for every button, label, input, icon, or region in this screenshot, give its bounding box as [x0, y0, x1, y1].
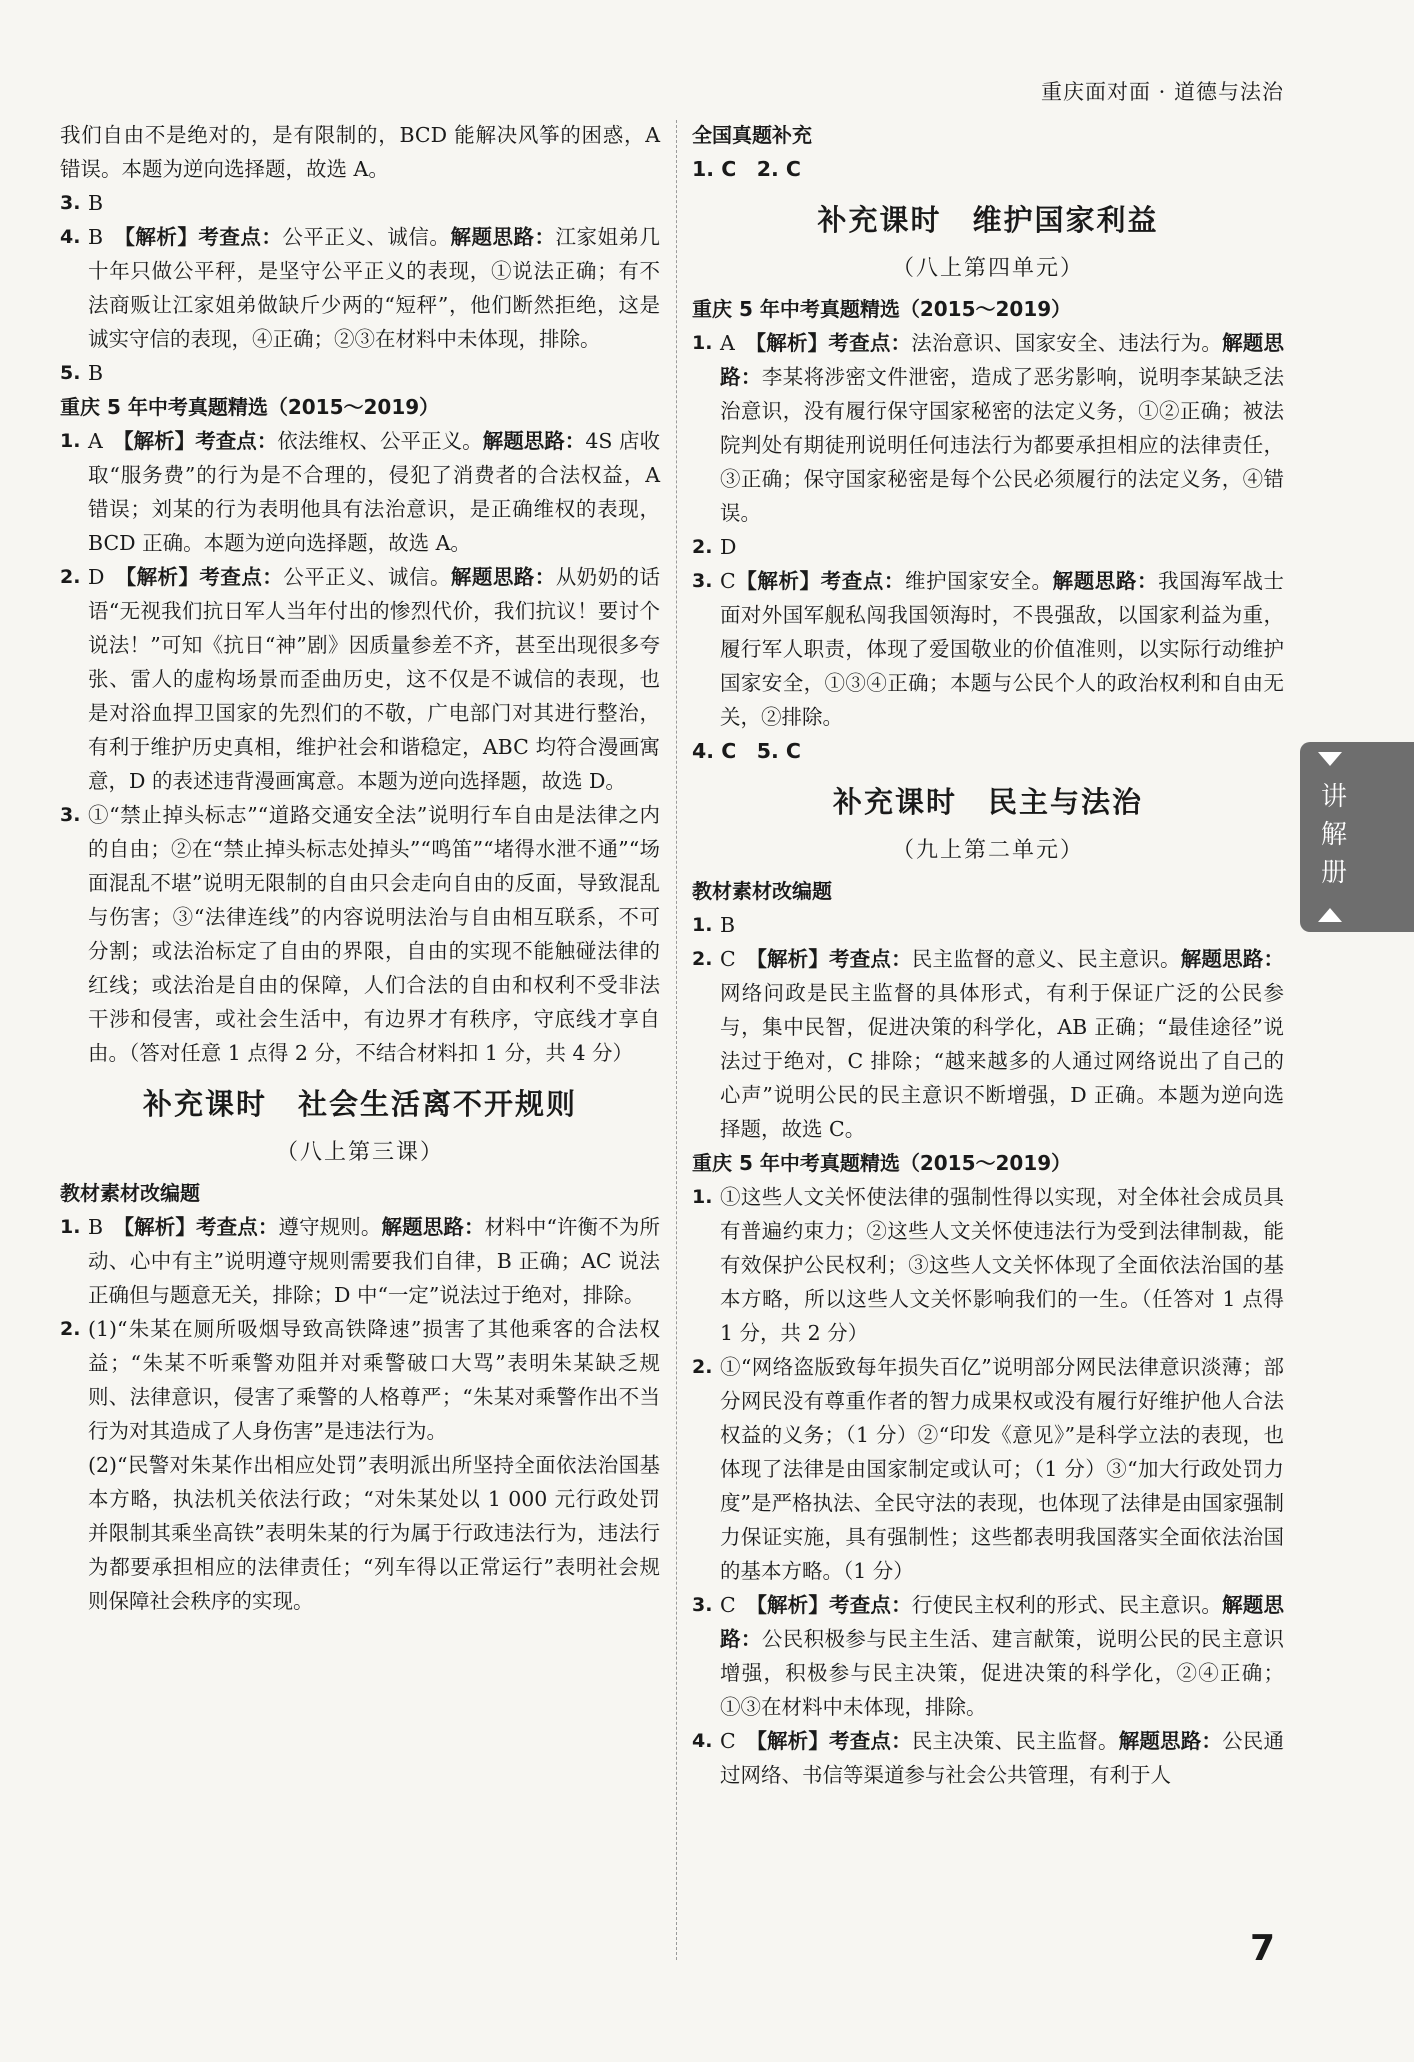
answer-item [692, 530, 1284, 564]
analysis-tag: 解题思路： [720, 331, 1285, 389]
answer-text: 民主监督的意义、民主意识。 [911, 947, 1181, 971]
answer-line: 1. C 2. C [692, 157, 801, 181]
answer-text: B [88, 225, 125, 249]
answer-item [60, 1312, 660, 1448]
side-tab-label: 讲解册 [1320, 782, 1347, 888]
answer-line: 4. C 5. C [692, 739, 801, 763]
answer-list-b [692, 908, 1284, 1146]
answer-text: B [88, 361, 104, 385]
analysis-tag: 【解析】考查点： [123, 1215, 279, 1239]
answer-text: (1)“朱某在厕所吸烟导致高铁降速”损害了其他乘客的合法权益；“朱某不听乘警劝阻并对乘警破口大骂”表明朱某缺乏规则、法律意识，侵害了乘警的人格尊严；“朱某对乘警作出不当行为对其造成了人身伤害”是违法行为。 [88, 1317, 660, 1443]
item-number: 3. [60, 192, 81, 214]
item-number: 1. [692, 914, 713, 936]
unit-label: （八上第四单元） [891, 256, 1084, 281]
answer-item [692, 564, 1284, 734]
item-number: 2. [60, 566, 81, 588]
triangle-up-icon [1318, 908, 1342, 922]
chapter-title-rules: 补充课时 社会生活离不开规则 [142, 1087, 577, 1121]
section-title-zhenti: 重庆 5 年中考真题精选（2015～2019） [60, 395, 440, 419]
analysis-tag: 解题思路： [381, 1215, 485, 1239]
answer-text: ①“禁止掉头标志”“道路交通安全法”说明行车自由是法律之内的自由；②在“禁止掉头标志处掉头”“鸣笛”“堵得水泄不通”“场面混乱不堪”说明无限制的自由只会走向自由的反面，导致混乱与伤害；③“法律连线”的内容说明法治与自由相互联系，不可分割；或法治标定了自由的界限，自由的实现不能触碰法律的红线；或法治是自由的保障，人们合法的自由和权利不受非法干涉和侵害，或社会生活中，有边界才有秩序，守底线才享自由。（答对任意 1 点得 2 分，不结合材料扣 1 分，共 4 分） [88, 803, 660, 1065]
analysis-tag: 【解析】考查点： [756, 947, 912, 971]
answer-item [60, 220, 660, 356]
item-number: 2. [692, 536, 713, 558]
answer-item [60, 356, 660, 390]
answer-item [692, 326, 1284, 530]
answer-text: D [88, 565, 126, 589]
answer-subpart: (2)“民警对朱某作出相应处罚”表明派出所坚持全面依法治国基本方略，执法机关依法行政；“对朱某处以 1 000 元行政处罚并限制其乘坐高铁”表明朱某的行为属于行政违法行为，违法行为都要承担相应的法律责任；“列车得以正常运行”表明社会规则保障社会秩序的实现。 [88, 1453, 660, 1613]
answer-text: C [720, 569, 736, 593]
answer-text: C [720, 1729, 757, 1753]
item-number: 1. [60, 430, 81, 452]
answer-item [60, 798, 660, 1070]
answer-text: 网络问政是民主监督的具体形式，有利于保证广泛的公民参与，集中民智，促进决策的科学化，AB 正确；“最佳途径”说法过于绝对，C 排除；“越来越多的人通过网络说出了自己的心声”说明公民的民主意识不断增强，D 正确。本题为逆向选择题，故选 C。 [720, 981, 1284, 1141]
item-number: 2. [692, 1356, 713, 1378]
column-divider [676, 120, 677, 1960]
answer-text: 江家姐弟几十年只做公平秤，是坚守公平正义的表现，①说法正确；有不法商贩让江家姐弟做缺斤少两的“短秤”，他们断然拒绝，这是诚实守信的表现，④正确；②③在材料中未体现，排除。 [88, 225, 661, 351]
analysis-tag: 解题思路： [450, 565, 556, 589]
chapter-title-national-interest: 补充课时 维护国家利益 [817, 203, 1159, 237]
analysis-tag: 解题思路： [1118, 1729, 1223, 1753]
answer-text: 法治意识、国家安全、违法行为。 [911, 331, 1223, 355]
answer-text: B [88, 191, 104, 215]
unit-label: （八上第三课） [275, 1140, 444, 1165]
answer-item [692, 1588, 1284, 1724]
section-title-zhenti: 重庆 5 年中考真题精选（2015～2019） [692, 297, 1072, 321]
answer-list-b [60, 424, 660, 1070]
answer-list-c [60, 1210, 660, 1448]
item-number: 2. [692, 948, 713, 970]
item-number: 5. [60, 362, 81, 384]
analysis-tag: 解题思路： [482, 429, 586, 453]
section-title-jiaocai: 教材素材改编题 [692, 879, 832, 903]
answer-item [692, 942, 1284, 1146]
analysis-tag: 解题思路： [450, 225, 556, 249]
item-number: 1. [692, 332, 713, 354]
item-number: 4. [692, 1730, 713, 1752]
answer-list-c [692, 1180, 1284, 1792]
answer-item [60, 560, 660, 798]
answer-text: 民主决策、民主监督。 [911, 1729, 1119, 1753]
running-header: 重庆面对面 · 道德与法治 [1040, 80, 1284, 104]
analysis-tag: 【解析】考查点： [735, 569, 905, 593]
left-column [60, 118, 660, 1618]
answer-text: 4S 店收取“服务费”的行为是不合理的，侵犯了消费者的合法权益，A 错误；刘某的行为表明他具有法治意识，是正确维权的表现，BCD 正确。本题为逆向选择题，故选 A。 [88, 429, 661, 555]
analysis-tag: 解题思路： [1180, 947, 1284, 971]
item-number: 2. [60, 1318, 81, 1340]
page-number: 7 [1250, 1928, 1276, 1969]
item-number: 4. [60, 226, 81, 248]
answer-text: A [720, 331, 756, 355]
analysis-tag: 解题思路： [720, 1593, 1284, 1651]
answer-text: C [720, 947, 757, 971]
answer-text: 公平正义、诚信。 [282, 225, 451, 249]
answer-item [692, 1724, 1284, 1792]
answer-text: D [720, 535, 737, 559]
analysis-tag: 【解析】考查点： [756, 1729, 912, 1753]
triangle-down-icon [1318, 752, 1342, 766]
analysis-tag: 【解析】考查点： [125, 565, 284, 589]
answer-text: 依法维权、公平正义。 [277, 429, 483, 453]
answer-text: B [88, 1215, 124, 1239]
answer-text: 遵守规则。 [278, 1215, 382, 1239]
right-column [692, 118, 1284, 1792]
answer-text: 行使民主权利的形式、民主意识。 [911, 1593, 1223, 1617]
section-title-zhenti: 重庆 5 年中考真题精选（2015～2019） [692, 1151, 1072, 1175]
answer-text: 材料中“许衡不为所动、心中有主”说明遵守规则需要我们自律，B 正确；AC 说法正确但与题意无关，排除；D 中“一定”说法过于绝对，排除。 [88, 1215, 661, 1307]
analysis-tag: 【解析】考查点： [123, 429, 278, 453]
item-number: 3. [692, 1594, 713, 1616]
chapter-title-democracy: 补充课时 民主与法治 [832, 785, 1143, 819]
answer-item [692, 908, 1284, 942]
analysis-tag: 【解析】考查点： [755, 331, 912, 355]
analysis-tag: 【解析】考查点： [124, 225, 283, 249]
answer-text: A [88, 429, 124, 453]
section-title-jiaocai: 教材素材改编题 [60, 1181, 200, 1205]
answer-item [692, 1350, 1284, 1588]
side-tab[interactable] [1300, 742, 1414, 932]
unit-label: （九上第二单元） [891, 838, 1084, 863]
answer-list-a [60, 186, 660, 390]
answer-text: ①“网络盗版致每年损失百亿”说明部分网民法律意识淡薄；部分网民没有尊重作者的智力成果权或没有履行好维护他人合法权益的义务；（1 分）②“印发《意见》”是科学立法的表现，也体现了法律是由国家制定或认可；（1 分）③“加大行政处罚力度”是严格执法、全民守法的表现，也体现了法律是由国家强制力保证实施，具有强制性；这些都表明我国落实全面依法治国的基本方略。（1 分） [720, 1355, 1284, 1583]
answer-item [692, 1180, 1284, 1350]
section-title-quanguo: 全国真题补充 [692, 123, 812, 147]
answer-text: 我国海军战士面对外国军舰私闯我国领海时，不畏强敌，以国家利益为重，履行军人职责，体现了爱国敬业的价值准则，以实际行动维护国家安全，①③④正确；本题与公民个人的政治权利和自由无关，②排除。 [720, 569, 1285, 729]
answer-text: 李某将涉密文件泄密，造成了恶劣影响，说明李某缺乏法治意识，没有履行保守国家秘密的法定义务，①②正确；被法院判处有期徒刑说明任何违法行为都要承担相应的法律责任，③正确；保守国家秘密是每个公民必须履行的法定义务，④错误。 [720, 365, 1285, 525]
analysis-tag: 【解析】考查点： [756, 1593, 912, 1617]
analysis-tag: 解题思路： [1052, 569, 1159, 593]
answer-text: 从奶奶的话语“无视我们抗日军人当年付出的惨烈代价，我们抗议！要讨个说法！”可知《抗日“神”剧》因质量参差不齐，甚至出现很多夸张、雷人的虚构场景而歪曲历史，这不仅是不诚信的表现，也是对浴血捍卫国家的先烈们的不敬，广电部门对其进行整治，有利于维护历史真相，维护社会和谐稳定，ABC 均符合漫画寓意，D 的表述违背漫画寓意。本题为逆向选择题，故选 D。 [88, 565, 661, 793]
answer-text: 公平正义、诚信。 [283, 565, 451, 589]
answer-item [60, 424, 660, 560]
item-number: 3. [692, 570, 713, 592]
answer-list-a [692, 326, 1284, 734]
item-number: 1. [60, 1216, 81, 1238]
answer-item [60, 1210, 660, 1312]
answer-text: 维护国家安全。 [905, 569, 1053, 593]
answer-text: B [720, 913, 736, 937]
item-number: 3. [60, 804, 81, 826]
item-number: 1. [692, 1186, 713, 1208]
answer-text: C [720, 1593, 757, 1617]
answer-item [60, 186, 660, 220]
answer-text: 公民积极参与民主生活、建言献策，说明公民的民主意识增强，积极参与民主决策，促进决策的科学化，②④正确；①③在材料中未体现，排除。 [720, 1627, 1285, 1719]
continued-paragraph: 我们自由不是绝对的，是有限制的，BCD 能解决风筝的困惑，A 错误。本题为逆向选择题，故选 A。 [60, 123, 660, 181]
answer-text: ①这些人文关怀使法律的强制性得以实现，对全体社会成员具有普遍约束力；②这些人文关怀使违法行为受到法律制裁，能有效保护公民权利；③这些人文关怀体现了全面依法治国的基本方略，所以这些人文关怀影响我们的一生。（任答对 1 点得 1 分，共 2 分） [720, 1185, 1284, 1345]
answer-text: 公民通过网络、书信等渠道参与社会公共管理，有利于人 [720, 1729, 1284, 1787]
